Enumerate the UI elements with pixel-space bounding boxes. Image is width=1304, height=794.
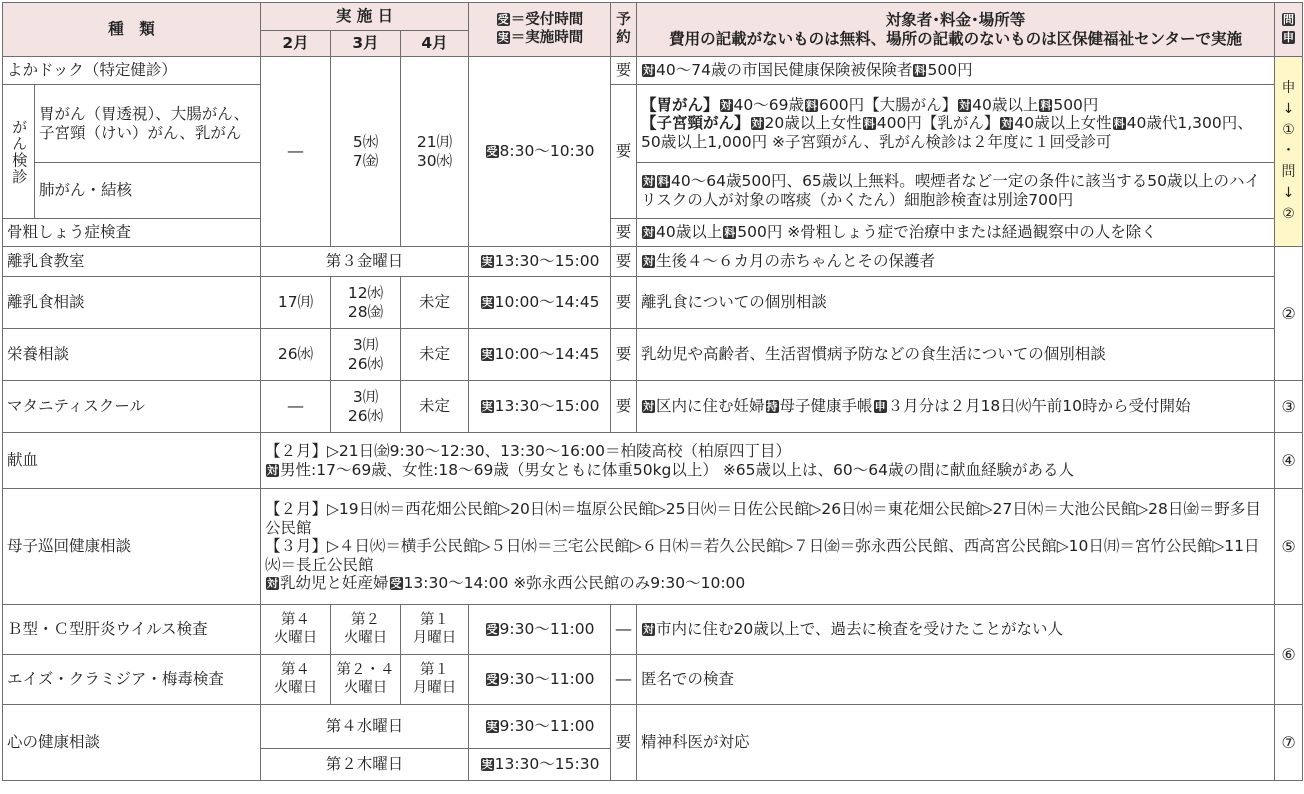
eiyo-target: 乳幼児や高齢者、生活習慣病予防などの食生活についての個別相談 xyxy=(637,329,1275,381)
mata-time-value: 13:30～15:00 xyxy=(494,397,600,416)
kokoro-time2 xyxy=(469,749,611,781)
cancer-mar: 5㈬ 7㈮ xyxy=(331,57,401,247)
jitsu-badge: 実 xyxy=(481,348,493,362)
ryo-badge: 料 xyxy=(1040,98,1052,112)
jitsu-badge: 実 xyxy=(481,758,493,772)
header-target xyxy=(637,3,1275,57)
boshi-line3a: 乳幼児と妊産婦 xyxy=(280,574,389,593)
mata-target xyxy=(637,381,1275,433)
ryo-badge: 料 xyxy=(658,174,670,188)
aids-reserve: ― xyxy=(611,655,637,705)
mata-t1: 区内に住む妊婦 xyxy=(656,397,765,416)
boshi-line3b: 13:30～14:00 ※弥永西公民館のみ9:30～10:00 xyxy=(403,574,746,593)
contact-6: ⑥ xyxy=(1275,605,1303,705)
ryo-badge: 料 xyxy=(863,117,875,131)
cancer-time-value: 8:30～10:30 xyxy=(499,142,595,161)
header-apply xyxy=(1275,3,1303,57)
row-mata-name: マタニティスクール xyxy=(3,381,261,433)
uke-badge: 受 xyxy=(486,623,498,637)
kenketsu-line1: 【２月】▷21日㈮9:30～12:30、13:30～16:00＝柏陵高校（柏原四丁目） xyxy=(265,441,791,460)
eiyo-feb: 26㈬ xyxy=(261,329,331,381)
row-yoka-reserve: 要 xyxy=(611,57,637,85)
eiyo-mar: 3㈪ 26㈬ xyxy=(331,329,401,381)
header-reserve: 予約 xyxy=(611,3,637,57)
kokoro-target: 精神科医が対応 xyxy=(637,705,1275,781)
mata-time xyxy=(469,381,611,433)
kokoro-d1: 第４水曜日 xyxy=(261,705,469,749)
contact-2: ② xyxy=(1275,247,1303,381)
tai-badge: 対 xyxy=(643,226,655,240)
row-yoka-target xyxy=(637,57,1275,85)
gan1-t5: 500円 xyxy=(1053,95,1099,114)
tai-badge: 対 xyxy=(267,463,279,477)
kanen-time-value: 9:30～11:00 xyxy=(499,620,595,639)
boshi-line2: 【３月】▷４日㈫＝横手公民館▷５日㈬＝三宅公民館▷６日㈭＝若久公民館▷７日㈮＝弥永西公民館、西高宮公民館▷10日㈪＝宮竹公民館▷11日㈫＝長丘公民館 xyxy=(265,537,1260,574)
contact-7: ⑦ xyxy=(1275,705,1303,781)
uke-badge: 受 xyxy=(486,145,498,159)
gan1-t4: 40歳以上 xyxy=(972,95,1039,114)
jitsu-badge: 実 xyxy=(497,30,509,44)
ryo-badge: 料 xyxy=(1113,117,1125,131)
kanen-feb: 第４ 火曜日 xyxy=(261,605,331,655)
tai-badge: 対 xyxy=(720,98,732,112)
row-kotsu-reserve: 要 xyxy=(611,219,637,247)
row-eiyo-name: 栄養相談 xyxy=(3,329,261,381)
uke-badge: 受 xyxy=(390,577,402,591)
kanen-mar: 第２ 火曜日 xyxy=(331,605,401,655)
eiyo-time xyxy=(469,329,611,381)
tai-badge: 対 xyxy=(643,255,655,269)
kanen-target xyxy=(637,605,1275,655)
row-boshi-name: 母子巡回健康相談 xyxy=(3,489,261,605)
eiyo-time-value: 10:00～14:45 xyxy=(494,345,600,364)
contact-5: ⑤ xyxy=(1275,489,1303,605)
header-target-note: 費用の記載がないものは無料、場所の記載のないものは区保健福祉センターで実施 xyxy=(669,29,1242,48)
apply-top-note: 申 ↓ ① ・ 問 ↓ ② xyxy=(1275,57,1303,247)
tai-badge: 対 xyxy=(1001,117,1013,131)
row-gan1-name: 胃がん（胃透視）、大腸がん、子宮頸（けい）がん、乳がん xyxy=(35,85,261,163)
contact-4: ④ xyxy=(1275,433,1303,489)
kokoro-d2: 第２木曜日 xyxy=(261,749,469,781)
gan1-t3: 600円【大腸がん】 xyxy=(819,95,958,114)
cancer-time xyxy=(469,57,611,247)
row-rinyu-name: 離乳食教室 xyxy=(3,247,261,277)
tai-badge: 対 xyxy=(643,64,655,78)
rinyu-sodan-time-value: 10:00～14:45 xyxy=(494,293,600,312)
contact-3: ③ xyxy=(1275,381,1303,433)
legend-jitsu: ＝実施時間 xyxy=(510,29,584,46)
ji-badge: 持 xyxy=(766,400,778,414)
header-apr: 4月 xyxy=(401,31,469,57)
rinyu-t1: 生後４～６カ月の赤ちゃんとその保護者 xyxy=(656,252,936,271)
cancer-apr: 21㈪ 30㈬ xyxy=(401,57,469,247)
rinyu-sodan-feb: 17㈪ xyxy=(261,277,331,329)
rinyu-time-value: 13:30～15:00 xyxy=(494,252,600,271)
mata-feb: ― xyxy=(261,381,331,433)
mou-badge: 申 xyxy=(1283,30,1295,44)
row-gan2-name: 肺がん・結核 xyxy=(35,163,261,219)
health-schedule-table xyxy=(2,2,1303,781)
kokoro-time2-value: 13:30～15:30 xyxy=(494,755,600,774)
rinyu-sodan-target: 離乳食についての個別相談 xyxy=(637,277,1275,329)
boshi-line1: 【２月】▷19日㈬＝西花畑公民館▷20日㈭＝塩原公民館▷25日㈫＝日佐公民館▷26日㈬＝東花畑公民館▷27日㈭＝大池公民館▷28日㈮＝野多目公民館 xyxy=(265,500,1261,537)
jitsu-badge: 実 xyxy=(481,255,493,269)
header-dates: 実 施 日 xyxy=(261,3,469,31)
kanen-t1: 市内に住む20歳以上で、過去に検査を受けたことがない人 xyxy=(656,620,1063,639)
cancer-feb: ― xyxy=(261,57,331,247)
kenketsu-line2: 男性:17～69歳、女性:18～69歳（男女ともに体重50kg以上） ※65歳以上は、60～64歳の間に献血経験がある人 xyxy=(280,460,1074,479)
rinyu-sodan-reserve: 要 xyxy=(611,277,637,329)
ryo-badge: 料 xyxy=(724,226,736,240)
ryo-badge: 料 xyxy=(914,64,926,78)
kotsu-t2: 500円 ※骨粗しょう症で治療中または経過観察中の人を除く xyxy=(737,223,1157,242)
toi-badge: 問 xyxy=(1283,13,1295,27)
tai-badge: 対 xyxy=(267,577,279,591)
kanen-apr: 第１ 月曜日 xyxy=(401,605,469,655)
kotsu-t1: 40歳以上 xyxy=(656,223,723,242)
boshi-details xyxy=(261,489,1275,605)
row-kanen-name: Ｂ型・Ｃ型肝炎ウイルス検査 xyxy=(3,605,261,655)
mou-badge: 申 xyxy=(874,400,886,414)
gan1-t1: 【胃がん】 xyxy=(641,95,719,114)
kokoro-time1 xyxy=(469,705,611,749)
gan1-t2: 40～69歳 xyxy=(733,95,804,114)
aids-feb: 第４ 火曜日 xyxy=(261,655,331,705)
mata-reserve: 要 xyxy=(611,381,637,433)
row-rinyu-dates: 第３金曜日 xyxy=(261,247,469,277)
yoka-fee: 500円 xyxy=(927,61,973,80)
gan1-t9: 40歳以上女性 xyxy=(1014,114,1112,133)
header-target-title: 対象者･料金･場所等 xyxy=(885,10,1026,29)
row-kenketsu-name: 献血 xyxy=(3,433,261,489)
mata-t2: 母子健康手帳 xyxy=(779,397,873,416)
rinyu-sodan-mar: 12㈬ 28㈮ xyxy=(331,277,401,329)
jitsu-badge: 実 xyxy=(481,400,493,414)
aids-time xyxy=(469,655,611,705)
tai-badge: 対 xyxy=(959,98,971,112)
tai-badge: 対 xyxy=(643,623,655,637)
header-mar: 3月 xyxy=(331,31,401,57)
row-gan1-target xyxy=(637,85,1275,163)
cancer-reserve: 要 xyxy=(611,85,637,219)
uke-badge: 受 xyxy=(486,673,498,687)
legend-uke: ＝受付時間 xyxy=(510,12,584,29)
kokoro-reserve: 要 xyxy=(611,705,637,781)
kanen-reserve: ― xyxy=(611,605,637,655)
row-rinyu-target xyxy=(637,247,1275,277)
tai-badge: 対 xyxy=(643,400,655,414)
row-rinyu-sodan-name: 離乳食相談 xyxy=(3,277,261,329)
row-kotsu-target xyxy=(637,219,1275,247)
row-yoka-name: よかドック（特定健診） xyxy=(3,57,261,85)
aids-target: 匿名での検査 xyxy=(637,655,1275,705)
gan1-t7: 20歳以上女性 xyxy=(764,114,862,133)
uke-badge: 受 xyxy=(497,13,509,27)
header-kind: 種 類 xyxy=(3,3,261,57)
row-aids-name: エイズ・クラミジア・梅毒検査 xyxy=(3,655,261,705)
yoka-target-text: 40～74歳の市国民健康保険被保険者 xyxy=(656,61,913,80)
gan2-t1: 40～64歳500円、65歳以上無料。喫煙者など一定の条件に該当する50歳以上のハイリスクの人が対象の喀痰（かくたん）細胞診検査は別途700円 xyxy=(641,171,1261,209)
row-kokoro-name: 心の健康相談 xyxy=(3,705,261,781)
tai-badge: 対 xyxy=(643,174,655,188)
tai-badge: 対 xyxy=(751,117,763,131)
aids-mar: 第２・４ 火曜日 xyxy=(331,655,401,705)
row-gan2-target xyxy=(637,163,1275,219)
gan1-t10: 40歳代1,300円、50歳以上1,000円 ※子宮頸がん、乳がん検診は２年度に１回受診可 xyxy=(641,114,1253,151)
mata-mar: 3㈪ 26㈬ xyxy=(331,381,401,433)
eiyo-apr: 未定 xyxy=(401,329,469,381)
ryo-badge: 料 xyxy=(806,98,817,112)
row-kotsu-name: 骨粗しょう症検査 xyxy=(3,219,261,247)
jitsu-badge: 実 xyxy=(486,720,498,734)
row-rinyu-reserve: 要 xyxy=(611,247,637,277)
gan1-t6: 【子宮頸がん】 xyxy=(641,114,750,133)
aids-time-value: 9:30～11:00 xyxy=(499,670,595,689)
rinyu-sodan-time xyxy=(469,277,611,329)
mata-apr: 未定 xyxy=(401,381,469,433)
kenketsu-details xyxy=(261,433,1275,489)
header-feb: 2月 xyxy=(261,31,331,57)
gan-group-label: がん検診 xyxy=(3,85,35,219)
kanen-time xyxy=(469,605,611,655)
jitsu-badge: 実 xyxy=(481,296,493,310)
aids-apr: 第１ 月曜日 xyxy=(401,655,469,705)
row-rinyu-time xyxy=(469,247,611,277)
eiyo-reserve: 要 xyxy=(611,329,637,381)
rinyu-sodan-apr: 未定 xyxy=(401,277,469,329)
header-time-legend xyxy=(469,3,611,57)
mata-t3: ３月分は２月18日㈫午前10時から受付開始 xyxy=(887,397,1191,416)
gan1-t8: 400円【乳がん】 xyxy=(876,114,1000,133)
kokoro-time1-value: 9:30～11:00 xyxy=(499,717,595,736)
